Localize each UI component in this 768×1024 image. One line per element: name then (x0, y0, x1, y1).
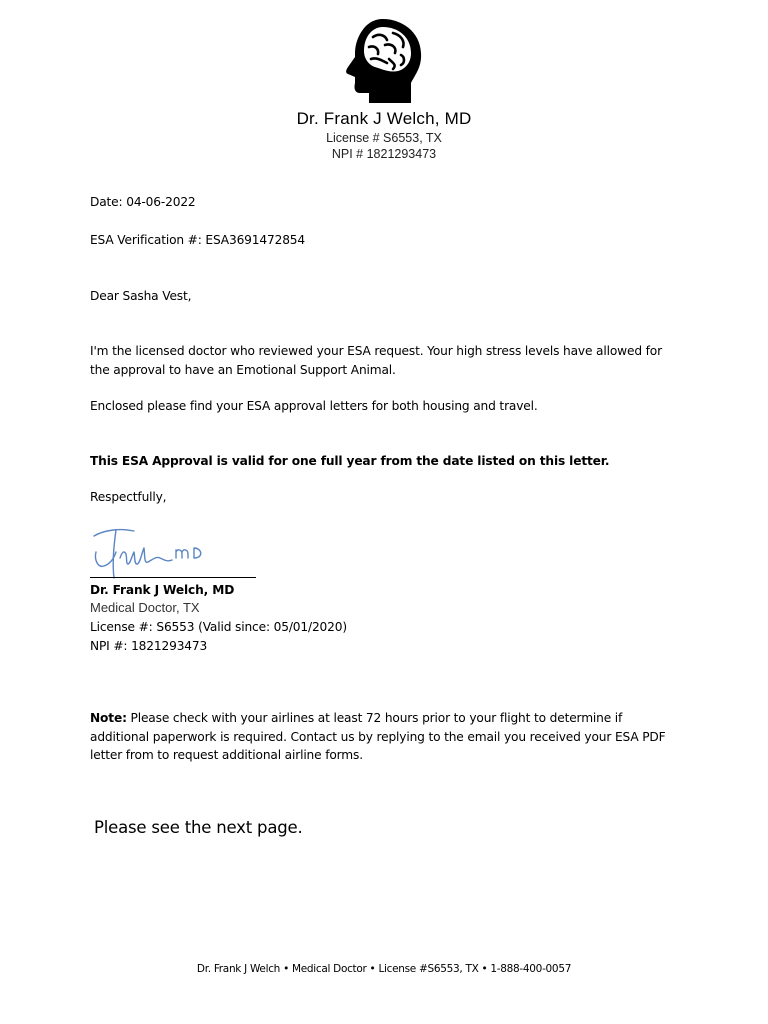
header-license: License # S6553, TX (326, 131, 442, 145)
note-text: Please check with your airlines at least 72 hours prior to your flight to determine if (126, 711, 623, 725)
paragraph-review-line: I'm the licensed doctor who reviewed your ESA request. Your high stress levels have allowed for (90, 344, 662, 358)
airline-note (90, 709, 690, 765)
paragraph-review-line: the approval to have an Emotional Support Animal. (90, 362, 396, 377)
brain-head-logo-icon (343, 17, 423, 105)
signer-license: License #: S6553 (Valid since: 05/01/2020) (90, 620, 347, 634)
doctor-name-heading: Dr. Frank J Welch, MD (296, 109, 472, 128)
note-label: Note: (90, 711, 127, 725)
header-npi: NPI # 1821293473 (331, 147, 437, 161)
signer-title: Medical Doctor, TX (90, 600, 200, 615)
handwritten-signature-icon (90, 522, 210, 582)
verification-number: ESA Verification #: ESA3691472854 (90, 233, 306, 247)
paragraph-enclosed: Enclosed please find your ESA approval letters for both housing and travel. (90, 399, 538, 413)
signer-name: Dr. Frank J Welch, MD (90, 583, 235, 597)
next-page-notice: Please see the next page. (94, 818, 303, 837)
letter-date: Date: 04-06-2022 (90, 195, 196, 209)
paragraph-review (90, 342, 690, 379)
greeting: Dear Sasha Vest, (90, 289, 192, 303)
footer-contact: Dr. Frank J Welch • Medical Doctor • License #S6553, TX • 1-888-400-0057 (196, 963, 572, 975)
airline-note-line: additional paperwork is required. Contact us by replying to the email you received your ESA PDF (90, 729, 666, 744)
signer-npi: NPI #: 1821293473 (90, 639, 208, 653)
signature-line (90, 577, 256, 578)
closing: Respectfully, (90, 490, 167, 504)
validity-statement: This ESA Approval is valid for one full year from the date listed on this letter. (90, 454, 610, 468)
airline-note-line (90, 709, 690, 728)
airline-note-line: letter from to request additional airline forms. (90, 748, 363, 762)
